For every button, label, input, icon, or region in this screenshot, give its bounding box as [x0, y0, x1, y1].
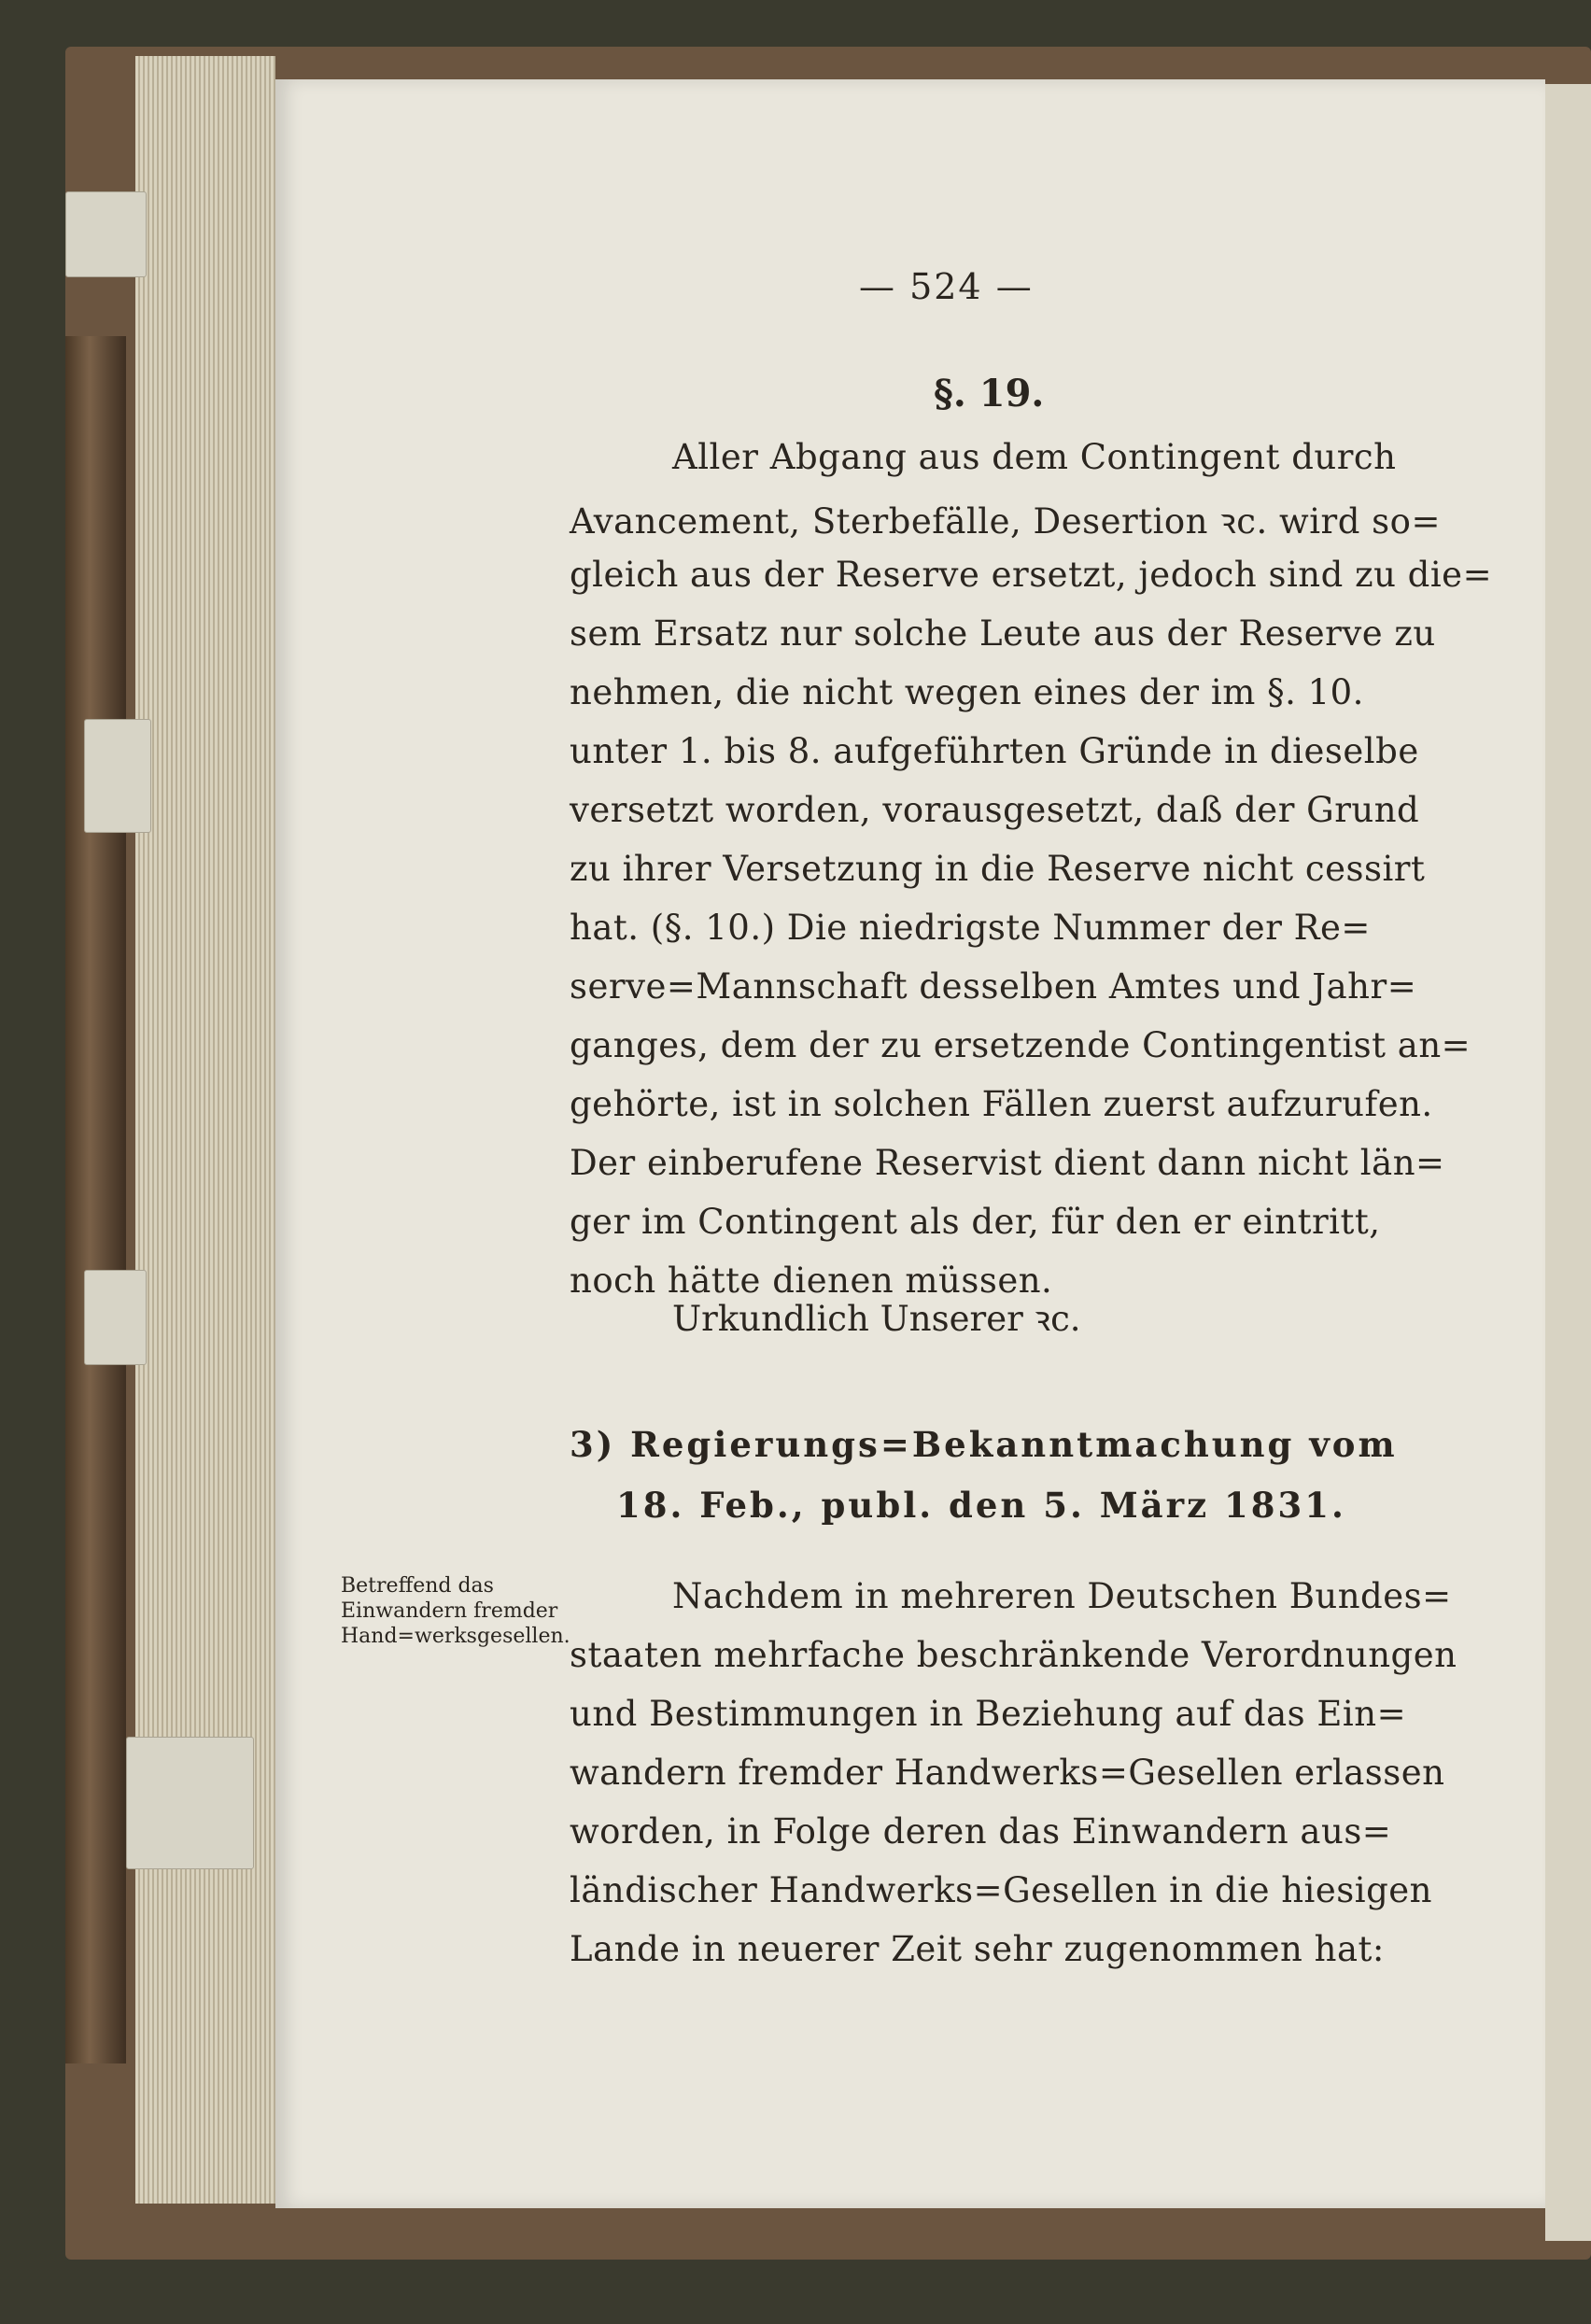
text-line: Lande in neuerer Zeit sehr zugenommen hat: [570, 1929, 1385, 1969]
text-line: Avancement, Sterbefälle, Desertion ꝛc. wird so= [570, 501, 1441, 542]
text-line: worden, in Folge deren das Einwandern aus= [570, 1811, 1392, 1852]
text-line: Der einberufene Reservist dient dann nicht län= [570, 1143, 1445, 1183]
page-number-header: — 524 — [859, 266, 1034, 307]
text-line: hat. (§. 10.) Die niedrigste Nummer der Re= [570, 908, 1371, 948]
text-line: ländischer Handwerks=Gesellen in die hiesigen [570, 1870, 1433, 1910]
decree-date-line: 18. Feb., publ. den 5. März 1831. [616, 1485, 1346, 1526]
page-tab [84, 719, 151, 833]
text-line: gleich aus der Reserve ersetzt, jedoch sind zu die= [570, 555, 1493, 595]
text-line: unter 1. bis 8. aufgeführten Gründe in dieselbe [570, 731, 1419, 771]
page-edges [135, 56, 275, 2204]
text-line: sem Ersatz nur solche Leute aus der Reserve zu [570, 613, 1436, 654]
section-heading: §. 19. [934, 372, 1045, 416]
text-line: noch hätte dienen müssen. [570, 1261, 1053, 1301]
facing-page-edge [1545, 84, 1591, 2241]
text-line: ger im Contingent als der, für den er eintritt, [570, 1202, 1381, 1242]
text-line: ganges, dem der zu ersetzende Contingentist an= [570, 1025, 1471, 1065]
closing-formula: Urkundlich Unserer ꝛc. [672, 1299, 1081, 1339]
decree-title-line: 3) Regierungs=Bekanntmachung vom [570, 1424, 1398, 1465]
margin-note: Betreffend das Einwandern fremder Hand=werksgesellen. [341, 1574, 570, 1648]
text-line: versetzt worden, vorausgesetzt, daß der Grund [570, 790, 1420, 830]
text-line: Nachdem in mehreren Deutschen Bundes= [672, 1576, 1452, 1616]
text-line: staaten mehrfache beschränkende Verordnungen [570, 1635, 1457, 1675]
book-spine [65, 336, 126, 2063]
text-line: und Bestimmungen in Beziehung auf das Ein= [570, 1694, 1407, 1734]
page-tab [84, 1270, 147, 1365]
page-tab [65, 191, 147, 277]
text-line: wandern fremder Handwerks=Gesellen erlassen [570, 1753, 1445, 1793]
text-line: serve=Mannschaft desselben Amtes und Jahr= [570, 966, 1417, 1007]
page-tab [126, 1737, 254, 1869]
text-line: Aller Abgang aus dem Contingent durch [672, 437, 1397, 477]
text-line: gehörte, ist in solchen Fällen zuerst aufzurufen. [570, 1084, 1433, 1124]
text-line: nehmen, die nicht wegen eines der im §. 10. [570, 672, 1364, 712]
text-line: zu ihrer Versetzung in die Reserve nicht cessirt [570, 849, 1426, 889]
